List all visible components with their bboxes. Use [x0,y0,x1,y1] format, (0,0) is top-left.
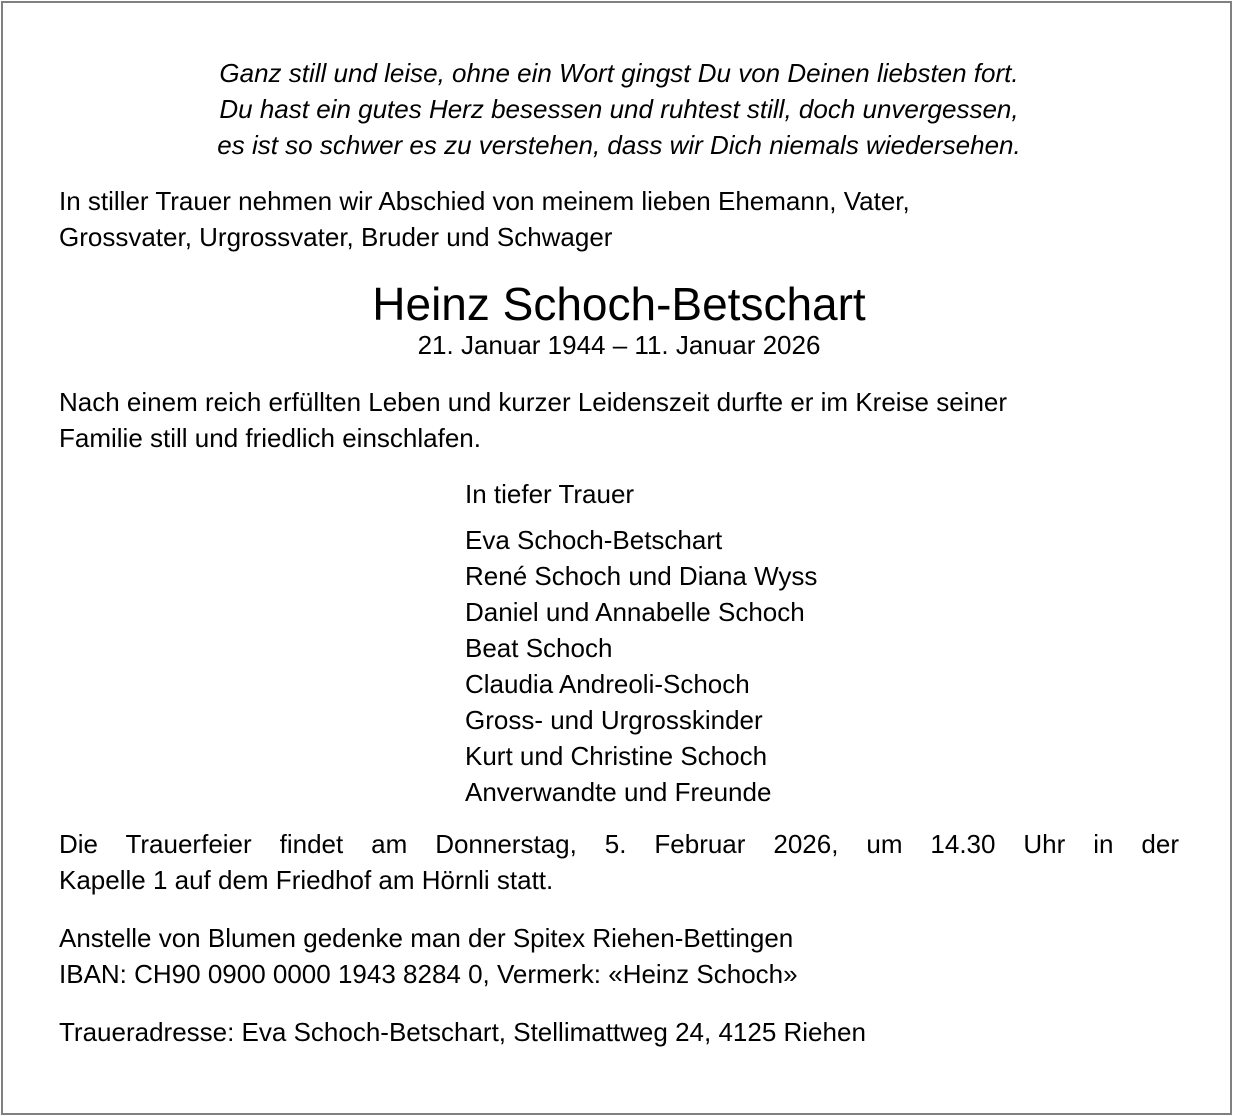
mourner-name: Eva Schoch-Betschart [465,525,723,555]
mourner-name: Kurt und Christine Schoch [465,741,768,771]
intro-line: In stiller Trauer nehmen wir Abschied von meinem lieben Ehemann, Vater, [59,186,910,216]
ceremony-line: Kapelle 1 auf dem Friedhof am Hörnli statt. [59,865,554,895]
mourner-name: Gross- und Urgrosskinder [465,705,763,735]
poem [59,55,1179,163]
mourners-heading: In tiefer Trauer [465,479,635,509]
obituary-content [59,55,1179,1050]
iban-line: IBAN: CH90 0900 0000 1943 8284 0, Vermerk: «Heinz Schoch» [59,959,798,989]
mourner-name: Daniel und Annabelle Schoch [465,597,805,627]
mourners-list [465,522,1179,810]
mourning-address: Traueradresse: Eva Schoch-Betschart, Stellimattweg 24, 4125 Riehen [59,1017,866,1047]
mourners-block [465,476,1179,810]
donation-line: Anstelle von Blumen gedenke man der Spitex Riehen-Bettingen [59,923,794,953]
poem-line: Ganz still und leise, ohne ein Wort gingst Du von Deinen liebsten fort. [219,58,1019,88]
poem-line: Du hast ein gutes Herz besessen und ruhtest still, doch unvergessen, [219,94,1019,124]
ceremony-line: Die Trauerfeier findet am Donnerstag, 5. Februar 2026, um 14.30 Uhr in der [59,829,1179,859]
life-text [59,384,1179,456]
deceased-name: Heinz Schoch-Betschart [372,278,866,330]
life-line: Nach einem reich erfüllten Leben und kurzer Leidenszeit durfte er im Kreise seiner [59,387,1008,417]
intro-line: Grossvater, Urgrossvater, Bruder und Schwager [59,222,613,252]
mourner-name: René Schoch und Diana Wyss [465,561,818,591]
mourner-name: Claudia Andreoli-Schoch [465,669,750,699]
obituary-frame [1,1,1232,1115]
poem-line: es ist so schwer es zu verstehen, dass wir Dich niemals wiedersehen. [217,130,1021,160]
life-line: Familie still und friedlich einschlafen. [59,423,481,453]
intro-text [59,183,1179,255]
ceremony-info [59,826,1179,898]
mourner-name: Beat Schoch [465,633,613,663]
donation-info [59,920,1179,992]
mourner-name: Anverwandte und Freunde [465,777,772,807]
deceased-dates: 21. Januar 1944 – 11. Januar 2026 [417,330,821,360]
